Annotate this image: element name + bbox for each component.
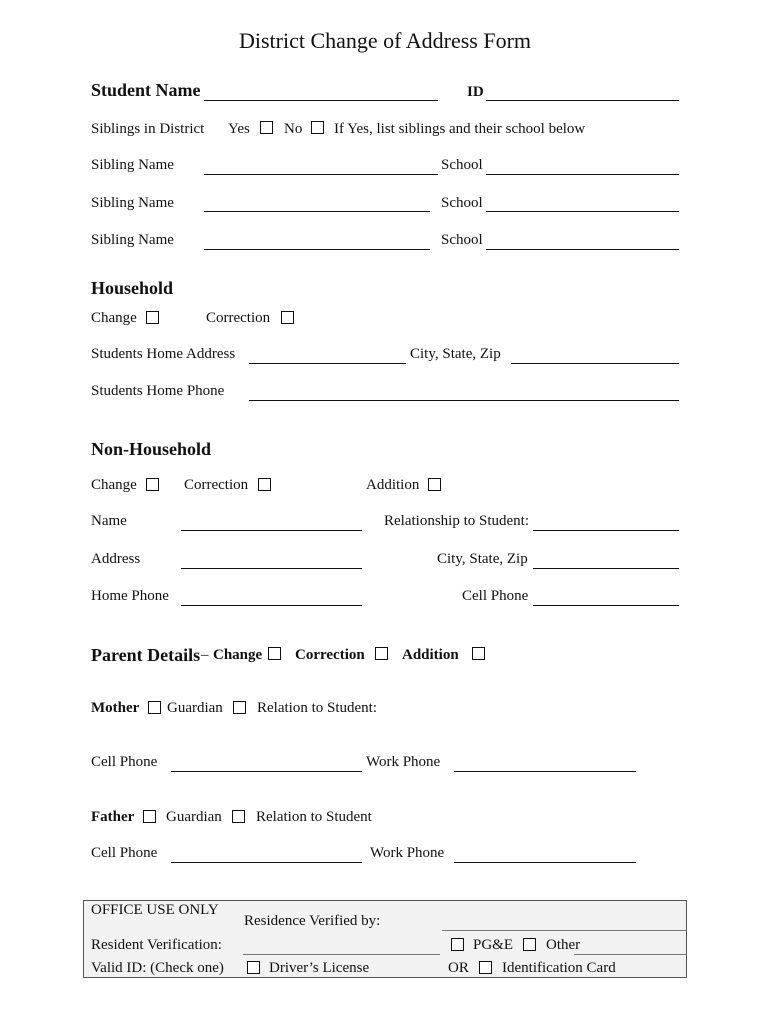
resident-verification-field[interactable] <box>243 954 440 955</box>
drivers-license-label: Driver’s License <box>269 960 370 976</box>
nh-cell-phone-label: Cell Phone <box>462 588 529 604</box>
home-phone-field[interactable] <box>249 400 679 401</box>
parent-correction-label: Correction <box>295 647 365 663</box>
nh-correction-checkbox[interactable] <box>258 478 271 491</box>
parent-correction-checkbox[interactable] <box>375 647 388 660</box>
drivers-license-checkbox[interactable] <box>247 961 260 974</box>
school-field[interactable] <box>486 211 679 212</box>
other-label: Other <box>546 937 581 953</box>
nh-city-field[interactable] <box>533 568 679 569</box>
father-checkbox[interactable] <box>143 810 156 823</box>
nh-name-label: Name <box>91 513 127 529</box>
parent-addition-checkbox[interactable] <box>472 647 485 660</box>
school-label: School <box>441 157 483 173</box>
siblings-yes-label: Yes <box>228 121 250 137</box>
page-title: District Change of Address Form <box>238 28 532 53</box>
school-label: School <box>441 195 483 211</box>
school-label: School <box>441 232 483 248</box>
parent-heading: Parent Details <box>91 645 201 665</box>
office-heading: OFFICE USE ONLY <box>91 902 219 918</box>
mother-cell-phone-label: Cell Phone <box>91 754 158 770</box>
father-label: Father <box>91 809 135 825</box>
or-label: OR <box>448 960 469 976</box>
id-label: ID <box>467 84 484 100</box>
household-heading: Household <box>91 278 174 298</box>
sibling-name-field[interactable] <box>204 174 438 175</box>
student-name-field[interactable] <box>204 100 438 101</box>
father-cell-phone-label: Cell Phone <box>91 845 158 861</box>
pge-label: PG&E <box>473 937 514 953</box>
siblings-no-label: No <box>284 121 303 137</box>
resident-verification-label: Resident Verification: <box>91 937 222 953</box>
father-relation-label: Relation to Student <box>256 809 372 825</box>
school-field[interactable] <box>486 249 679 250</box>
id-field[interactable] <box>486 100 679 101</box>
mother-cell-phone-field[interactable] <box>171 771 362 772</box>
residence-verified-label: Residence Verified by: <box>244 913 381 929</box>
sibling-name-label: Sibling Name <box>91 195 174 211</box>
household-city-label: City, State, Zip <box>410 346 501 362</box>
nh-address-field[interactable] <box>181 568 362 569</box>
nh-city-label: City, State, Zip <box>437 551 528 567</box>
nh-name-field[interactable] <box>181 530 362 531</box>
nh-relationship-field[interactable] <box>533 530 679 531</box>
mother-work-phone-field[interactable] <box>454 771 636 772</box>
sibling-name-label: Sibling Name <box>91 232 174 248</box>
father-work-phone-label: Work Phone <box>370 845 445 861</box>
valid-id-label: Valid ID: (Check one) <box>91 960 224 976</box>
nh-change-label: Change <box>91 477 137 493</box>
mother-guardian-label: Guardian <box>167 700 223 716</box>
parent-addition-label: Addition <box>402 647 459 663</box>
school-field[interactable] <box>486 174 679 175</box>
home-address-field[interactable] <box>249 363 406 364</box>
household-correction-checkbox[interactable] <box>281 311 294 324</box>
siblings-no-checkbox[interactable] <box>311 121 324 134</box>
mother-checkbox[interactable] <box>148 701 161 714</box>
nh-addition-checkbox[interactable] <box>428 478 441 491</box>
mother-guardian-checkbox[interactable] <box>233 701 246 714</box>
id-card-checkbox[interactable] <box>479 961 492 974</box>
nh-relationship-label: Relationship to Student: <box>384 513 529 529</box>
mother-work-phone-label: Work Phone <box>366 754 441 770</box>
father-guardian-checkbox[interactable] <box>232 810 245 823</box>
parent-change-checkbox[interactable] <box>268 647 281 660</box>
home-phone-label: Students Home Phone <box>91 383 225 399</box>
sibling-name-field[interactable] <box>204 249 430 250</box>
student-name-label: Student Name <box>91 80 201 100</box>
nh-address-label: Address <box>91 551 141 567</box>
id-card-label: Identification Card <box>502 960 616 976</box>
nh-home-phone-label: Home Phone <box>91 588 169 604</box>
office-use-box <box>83 900 687 978</box>
sibling-name-label: Sibling Name <box>91 157 174 173</box>
nh-home-phone-field[interactable] <box>181 605 362 606</box>
father-cell-phone-field[interactable] <box>171 862 362 863</box>
mother-label: Mother <box>91 700 140 716</box>
siblings-label: Siblings in District <box>91 121 205 137</box>
mother-relation-label: Relation to Student: <box>257 700 377 716</box>
nh-cell-phone-field[interactable] <box>533 605 679 606</box>
nh-addition-label: Addition <box>366 477 420 493</box>
pge-checkbox[interactable] <box>451 938 464 951</box>
siblings-note: If Yes, list siblings and their school below <box>334 121 586 137</box>
sibling-name-field[interactable] <box>204 211 430 212</box>
household-change-label: Change <box>91 310 137 326</box>
other-field[interactable] <box>574 954 687 955</box>
household-correction-label: Correction <box>206 310 271 326</box>
father-guardian-label: Guardian <box>166 809 222 825</box>
household-change-checkbox[interactable] <box>146 311 159 324</box>
father-work-phone-field[interactable] <box>454 862 636 863</box>
parent-change-label: Change <box>213 647 263 663</box>
other-checkbox[interactable] <box>523 938 536 951</box>
nh-correction-label: Correction <box>184 477 249 493</box>
home-address-label: Students Home Address <box>91 346 236 362</box>
nh-change-checkbox[interactable] <box>146 478 159 491</box>
non-household-heading: Non-Household <box>91 439 212 459</box>
siblings-yes-checkbox[interactable] <box>260 121 273 134</box>
household-city-field[interactable] <box>511 363 679 364</box>
residence-verified-field[interactable] <box>442 930 687 931</box>
parent-dash: – <box>201 647 209 663</box>
